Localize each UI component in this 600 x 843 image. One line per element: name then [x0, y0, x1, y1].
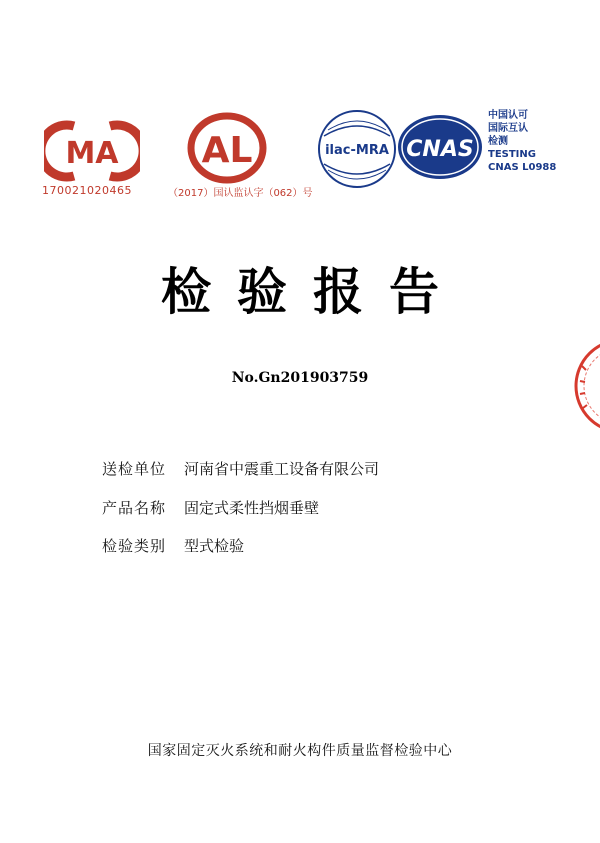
- report-number: No.Gn201903759: [231, 370, 369, 386]
- field-client: [102, 458, 379, 479]
- issuing-organization: 国家固定灭火系统和耐火构件质量监督检验中心: [147, 743, 453, 759]
- cnas-accreditation-text: [488, 109, 556, 174]
- cnas-logo-icon: [396, 112, 484, 182]
- field-label: 产品名称: [102, 499, 167, 517]
- cma-mark-text: MA: [65, 136, 119, 171]
- cnas-mark-text: CNAS: [406, 137, 474, 162]
- field-test-type: [102, 535, 244, 556]
- cma-logo-icon: [44, 120, 140, 182]
- field-value: 型式检验: [184, 537, 245, 555]
- cnas-line: TESTING: [488, 149, 536, 160]
- ilac-mra-logo-icon: [314, 108, 400, 190]
- official-seal-icon: [560, 336, 600, 436]
- cnas-line: 国际互认: [488, 123, 528, 134]
- cal-mark-text: AL: [201, 130, 253, 171]
- ilac-mark-text: ilac-MRA: [325, 143, 389, 158]
- cnas-line: CNAS L0988: [488, 162, 557, 173]
- report-title: 检验报告: [161, 263, 465, 321]
- field-label: 检验类别: [102, 537, 167, 555]
- cal-caption: （2017）国认监认字（062）号: [168, 188, 313, 199]
- cal-logo-icon: [186, 112, 268, 184]
- field-product: [102, 497, 319, 518]
- field-value: 河南省中震重工设备有限公司: [184, 460, 380, 478]
- field-value: 固定式柔性挡烟垂壁: [184, 499, 320, 517]
- field-label: 送检单位: [102, 460, 167, 478]
- cnas-line: 检测: [488, 136, 508, 147]
- cnas-line: 中国认可: [488, 110, 528, 121]
- cma-number: 170021020465: [42, 184, 132, 197]
